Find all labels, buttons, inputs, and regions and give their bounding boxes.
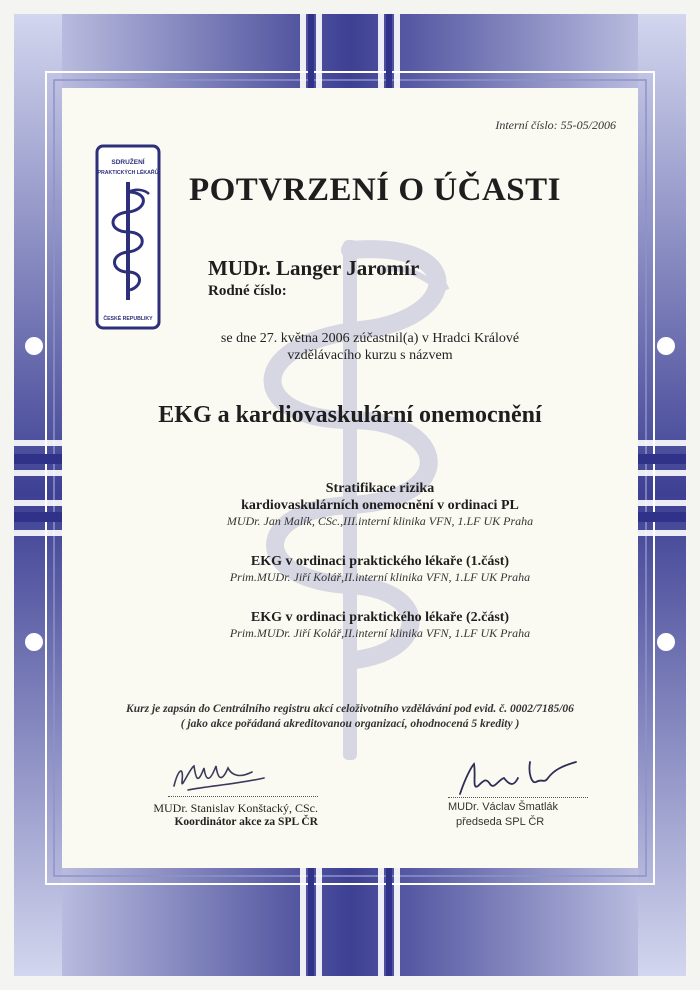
left-signatory-name: MUDr. Stanislav Konštacký, CSc. bbox=[153, 801, 318, 815]
left-signature bbox=[168, 756, 278, 800]
participant-name: MUDr. Langer Jaromír bbox=[208, 256, 420, 280]
course-title: EKG a kardiovaskulární onemocnění bbox=[158, 402, 542, 428]
right-signature-line bbox=[448, 797, 588, 798]
logo-bottom-line: ČESKÉ REPUBLIKY bbox=[103, 316, 153, 322]
intro-line2: vzdělávacího kurzu s názvem bbox=[287, 348, 453, 363]
intro-text bbox=[150, 330, 590, 364]
left-signature-line bbox=[168, 796, 318, 797]
lecture-3-lecturer: Prim.MUDr. Jiří Kolář,II.interní klinika VFN, 1.LF UK Praha bbox=[229, 626, 531, 640]
lecture-1 bbox=[120, 480, 640, 529]
right-signatory-role: předseda SPL ČR bbox=[456, 816, 545, 828]
registry-note bbox=[70, 702, 630, 732]
lecture-1-title-line1: Stratifikace rizika bbox=[325, 481, 435, 496]
lecture-1-title-line2: kardiovaskulárních onemocnění v ordinaci PL bbox=[241, 498, 519, 513]
lecture-2 bbox=[120, 553, 640, 585]
lecture-3 bbox=[120, 609, 640, 641]
lecture-1-lecturer: MUDr. Jan Malík, CSc.,III.interní klinika VFN, 1.LF UK Praha bbox=[226, 514, 534, 528]
logo-top-line2: PRAKTICKÝCH LÉKAŘŮ bbox=[97, 170, 159, 176]
lecture-2-lecturer: Prim.MUDr. Jiří Kolář,II.interní klinika VFN, 1.LF UK Praha bbox=[229, 570, 531, 584]
registry-line1: Kurz je zapsán do Centrálního registru akcí celoživotního vzdělávání pod evid. č. 0002/7185/06 bbox=[126, 703, 574, 715]
registry-line2: ( jako akce pořádaná akreditovanou organizací, ohodnocená 5 kredity ) bbox=[180, 718, 520, 730]
intro-line1: se dne 27. května 2006 zúčastnil(a) v Hradci Králové bbox=[220, 331, 520, 346]
spl-logo bbox=[95, 144, 161, 330]
right-signatory-name: MUDr. Václav Šmatlák bbox=[448, 801, 559, 813]
logo-top-line1: SDRUŽENÍ bbox=[111, 159, 145, 166]
certificate-title: POTVRZENÍ O ÚČASTI bbox=[188, 172, 562, 208]
internal-number: Interní číslo: 55-05/2006 bbox=[495, 118, 616, 132]
right-signature bbox=[452, 756, 582, 802]
lecture-2-title: EKG v ordinaci praktického lékaře (1.část) bbox=[250, 554, 510, 569]
birth-number-label: Rodné číslo: bbox=[208, 283, 287, 299]
left-signatory-role: Koordinátor akce za SPL ČR bbox=[174, 816, 318, 828]
lecture-3-title: EKG v ordinaci praktického lékaře (2.část) bbox=[250, 610, 510, 625]
